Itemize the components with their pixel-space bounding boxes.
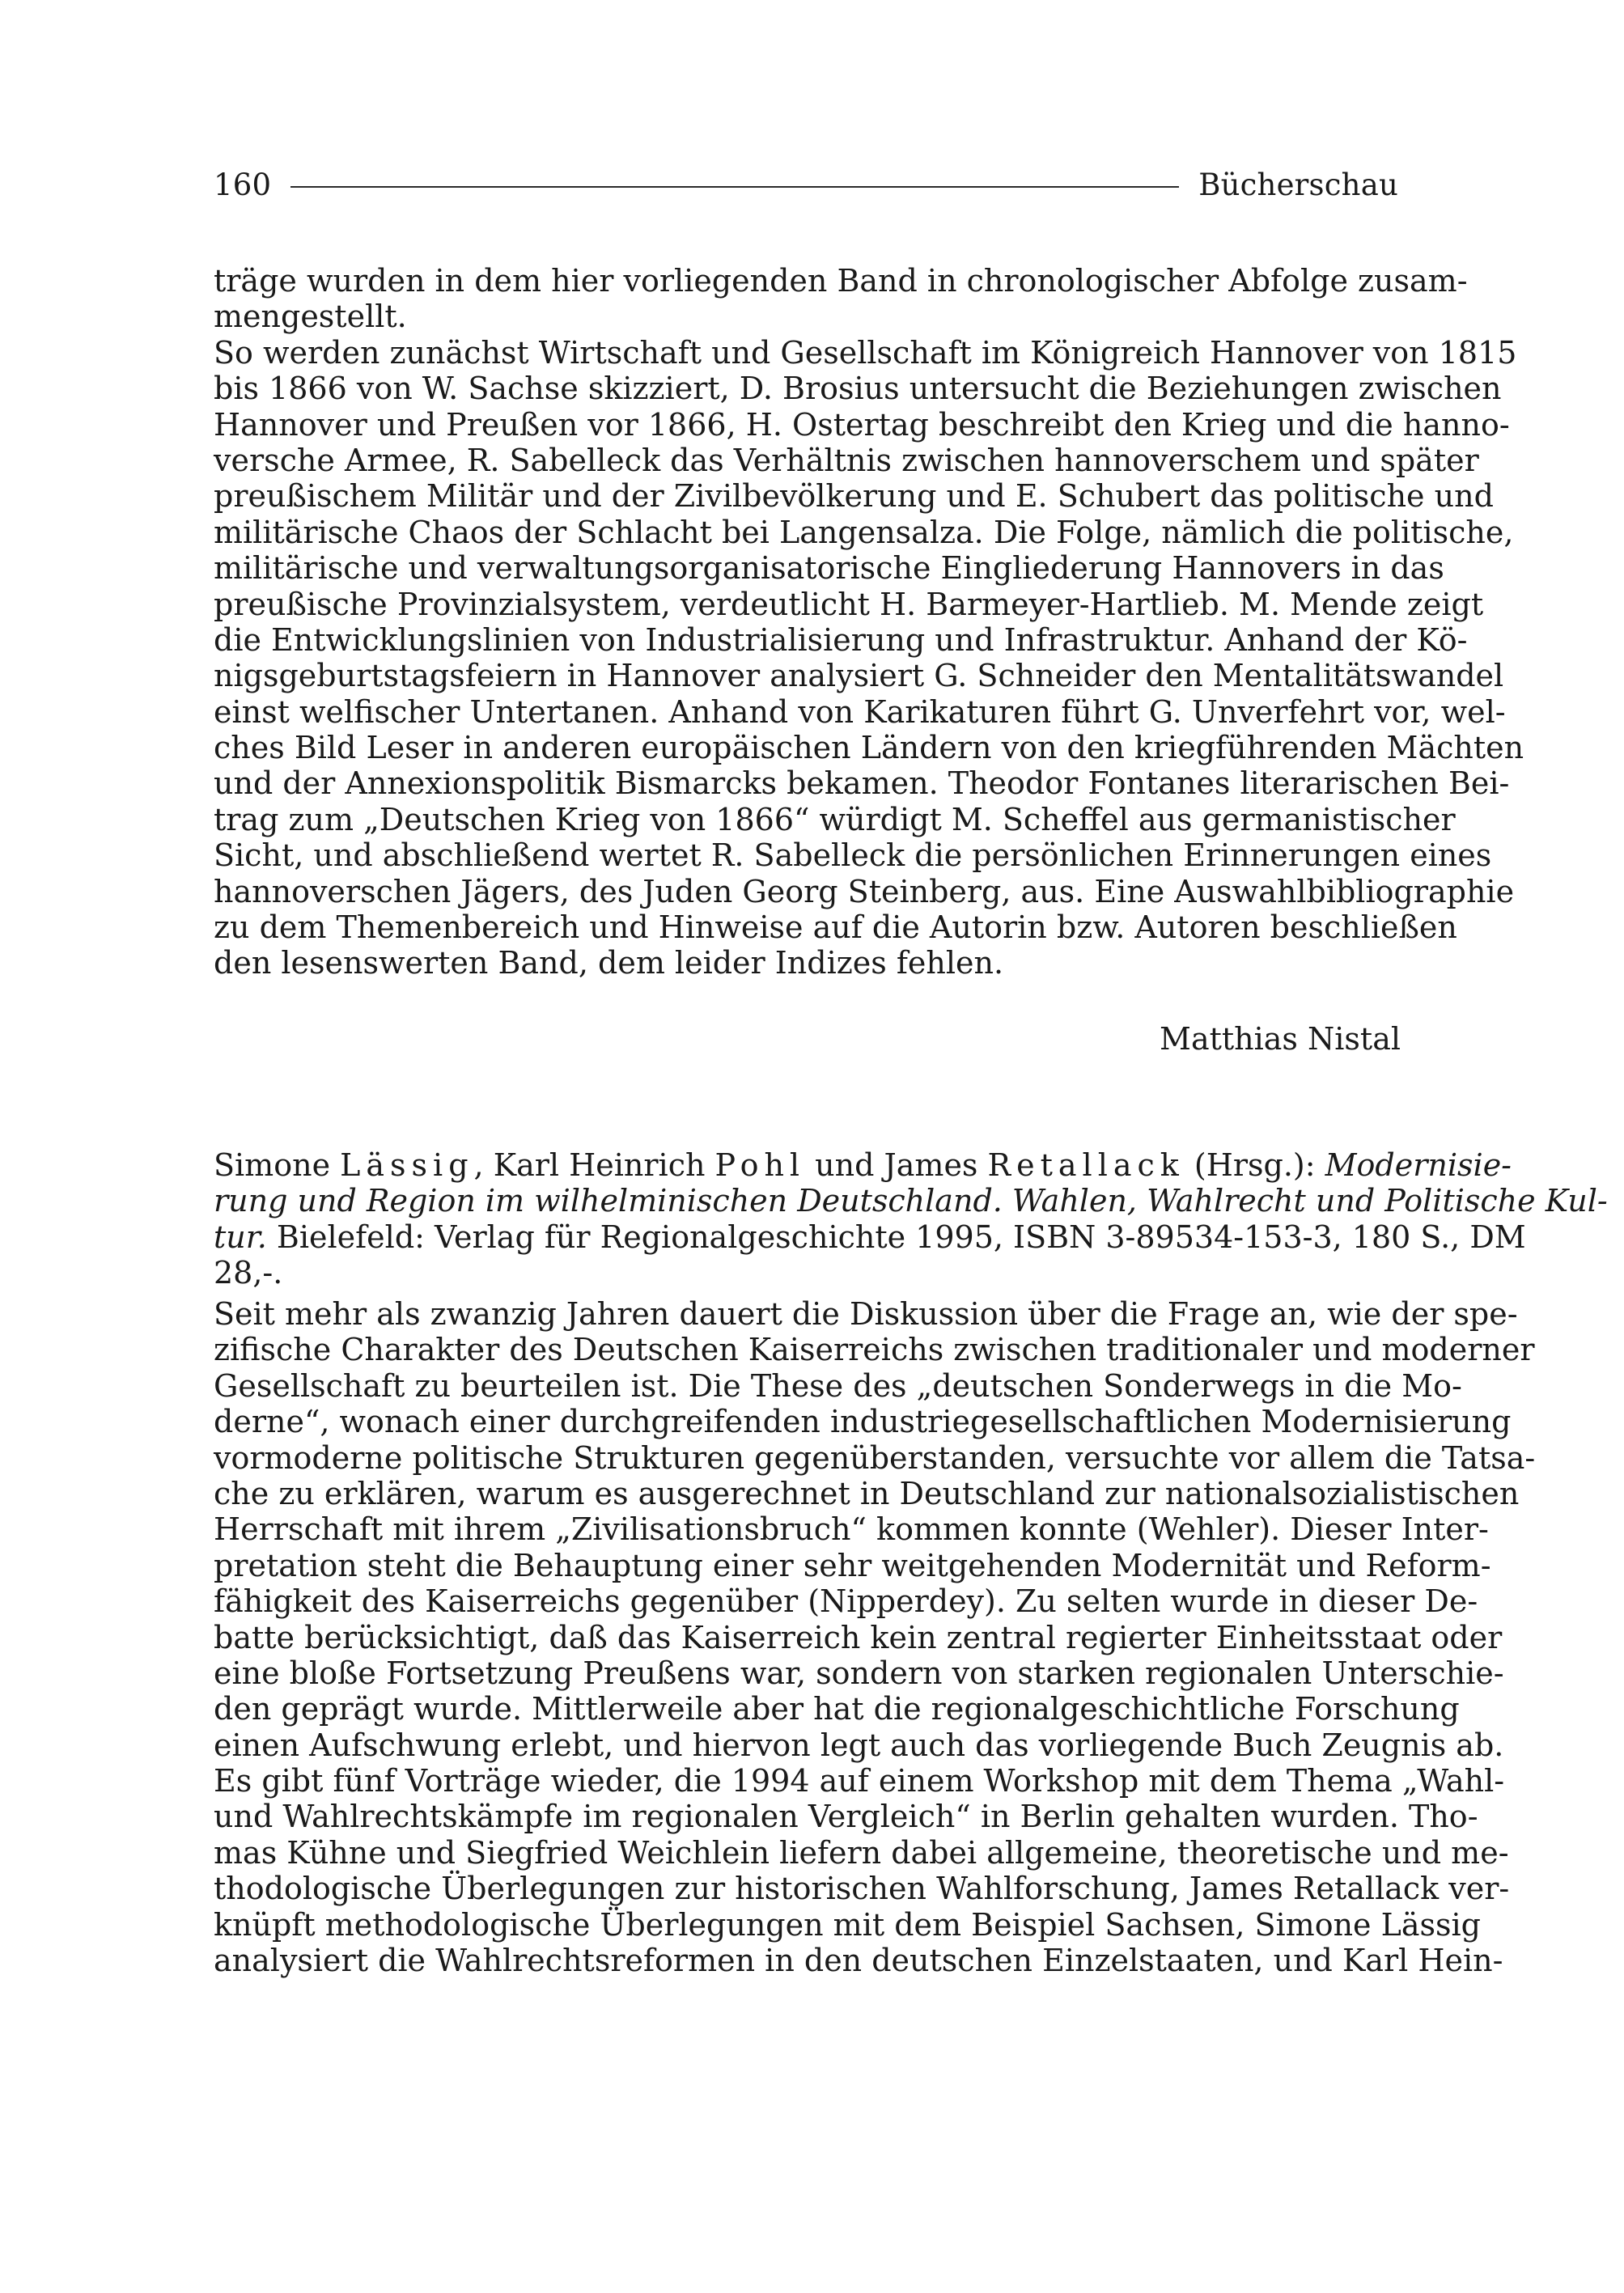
publisher-info: Bielefeld: Verlag für Regionalgeschichte 1995, ISBN 3-89534-153-3, 180 S., DM bbox=[266, 1219, 1526, 1255]
text-line: einst welfischer Untertanen. Anhand von Karikaturen führt G. Unverfehrt vor, wel- bbox=[214, 693, 1506, 730]
author-surname: Pohl bbox=[714, 1147, 806, 1183]
text-line: träge wurden in dem hier vorliegenden Band in chronologischer Abfolge zusam- bbox=[214, 263, 1468, 299]
text-line: hannoverschen Jägers, des Juden Georg Steinberg, aus. Eine Auswahlbibliographie bbox=[214, 873, 1515, 909]
book-title: tur. bbox=[214, 1219, 267, 1255]
running-header bbox=[214, 162, 1398, 207]
citation-text: (Hrsg.): bbox=[1184, 1147, 1325, 1183]
text-line: fähigkeit des Kaiserreichs gegenüber (Nipperdey). Zu selten wurde in dieser De- bbox=[214, 1583, 1478, 1620]
text-line: preußischem Militär und der Zivilbevölkerung und E. Schubert das politische und bbox=[214, 478, 1494, 515]
text-line: militärische und verwaltungsorganisatorische Eingliederung Hannovers in das bbox=[214, 550, 1444, 587]
citation-text: und James bbox=[805, 1147, 988, 1183]
text-line: Es gibt fünf Vorträge wieder, die 1994 auf einem Workshop mit dem Thema „Wahl- bbox=[214, 1763, 1505, 1799]
text-line: eine bloße Fortsetzung Preußens war, sondern von starken regionalen Unterschie- bbox=[214, 1655, 1504, 1691]
text-line: pretation steht die Behauptung einer sehr weitgehenden Modernität und Reform- bbox=[214, 1547, 1491, 1583]
text-line: nigsgeburtstagsfeiern in Hannover analysiert G. Schneider den Mentalitätswandel bbox=[214, 658, 1504, 694]
reviewer-signature: Matthias Nistal bbox=[1160, 1021, 1401, 1057]
text-line: vormoderne politische Strukturen gegenüberstanden, versuchte vor allem die Tatsa- bbox=[214, 1439, 1536, 1476]
text-line: thodologische Überlegungen zur historischen Wahlforschung, James Retallack ver- bbox=[214, 1871, 1510, 1907]
citation-text: , Karl Heinrich bbox=[473, 1147, 715, 1183]
text-line: den lesenswerten Band, dem leider Indizes fehlen. bbox=[214, 945, 1004, 981]
text-line: knüpft methodologische Überlegungen mit dem Beispiel Sachsen, Simone Lässig bbox=[214, 1906, 1481, 1943]
text-line: batte berücksichtigt, daß das Kaiserreich kein zentral regierter Einheitsstaat oder bbox=[214, 1619, 1503, 1655]
text-line: derne“, wonach einer durchgreifenden industriegesellschaftlichen Modernisierung bbox=[214, 1404, 1512, 1440]
author-first-name: Simone bbox=[214, 1147, 331, 1183]
text-line: preußische Provinzialsystem, verdeutlicht H. Barmeyer-Hartlieb. M. Mende zeigt bbox=[214, 586, 1484, 622]
text-line: die Entwicklungslinien von Industrialisierung und Infrastruktur. Anhand der Kö- bbox=[214, 621, 1468, 658]
text-line: einen Aufschwung erlebt, und hiervon legt auch das vorliegende Buch Zeugnis ab. bbox=[214, 1727, 1504, 1763]
text-line: Hannover und Preußen vor 1866, H. Ostertag beschreibt den Krieg und die hanno- bbox=[214, 406, 1510, 443]
text-line: Seit mehr als zwanzig Jahren dauert die Diskussion über die Frage an, wie der spe- bbox=[214, 1296, 1518, 1332]
text-line: den geprägt wurde. Mittlerweile aber hat die regionalgeschichtliche Forschung bbox=[214, 1691, 1460, 1727]
text-line: zu dem Themenbereich und Hinweise auf die Autorin bzw. Autoren beschließen bbox=[214, 909, 1457, 946]
text-line: versche Armee, R. Sabelleck das Verhältnis zwischen hannoverschem und später bbox=[214, 442, 1479, 478]
header-rule bbox=[290, 186, 1179, 188]
text-line: Gesellschaft zu beurteilen ist. Die These des „deutschen Sonderwegs in die Mo- bbox=[214, 1367, 1462, 1404]
book-title: Modernisie- bbox=[1325, 1147, 1512, 1183]
text-line: zifische Charakter des Deutschen Kaiserreichs zwischen traditionaler und moderner bbox=[214, 1332, 1535, 1368]
review-2-citation bbox=[214, 1147, 1608, 1291]
text-line: mas Kühne und Siegfried Weichlein liefern dabei allgemeine, theoretische und me- bbox=[214, 1834, 1509, 1871]
page-number: 160 bbox=[214, 167, 272, 202]
citation-line bbox=[214, 1147, 1512, 1183]
running-title: Bücherschau bbox=[1198, 167, 1398, 202]
text-line: mengestellt. bbox=[214, 299, 407, 335]
text-line: und Wahlrechtskämpfe im regionalen Vergleich“ in Berlin gehalten wurden. Tho- bbox=[214, 1799, 1478, 1835]
text-line: bis 1866 von W. Sachse skizziert, D. Brosius untersucht die Beziehungen zwischen bbox=[214, 371, 1502, 407]
text-line: militärische Chaos der Schlacht bei Langensalza. Die Folge, nämlich die politische, bbox=[214, 514, 1514, 550]
citation-line bbox=[214, 1219, 1526, 1255]
text-line: ches Bild Leser in anderen europäischen Ländern von den kriegführenden Mächten bbox=[214, 730, 1524, 766]
text-line: So werden zunächst Wirtschaft und Gesellschaft im Königreich Hannover von 1815 bbox=[214, 334, 1517, 371]
text-line: che zu erklären, warum es ausgerechnet in Deutschland zur nationalsozialistischen bbox=[214, 1475, 1520, 1511]
author-surname: Lässig bbox=[340, 1147, 474, 1183]
review-2-body bbox=[214, 1296, 1536, 1979]
text-line: trag zum „Deutschen Krieg von 1866“ würdigt M. Scheffel aus germanistischer bbox=[214, 801, 1456, 837]
author-surname: Retallack bbox=[987, 1147, 1185, 1183]
book-title: rung und Region im wilhelminischen Deutschland. Wahlen, Wahlrecht und Politische Kul- bbox=[214, 1183, 1608, 1219]
text-line: Herrschaft mit ihrem „Zivilisationsbruch“ kommen konnte (Wehler). Dieser Inter- bbox=[214, 1511, 1489, 1548]
citation-line: 28,-. bbox=[214, 1255, 283, 1291]
text-line: und der Annexionspolitik Bismarcks bekamen. Theodor Fontanes literarischen Bei- bbox=[214, 765, 1510, 802]
text-line: analysiert die Wahlrechtsreformen in den deutschen Einzelstaaten, und Karl Hein- bbox=[214, 1943, 1503, 1979]
citation-line bbox=[214, 1183, 1608, 1219]
text-line: Sicht, und abschließend wertet R. Sabelleck die persönlichen Erinnerungen eines bbox=[214, 837, 1492, 874]
review-1-body bbox=[214, 263, 1524, 981]
